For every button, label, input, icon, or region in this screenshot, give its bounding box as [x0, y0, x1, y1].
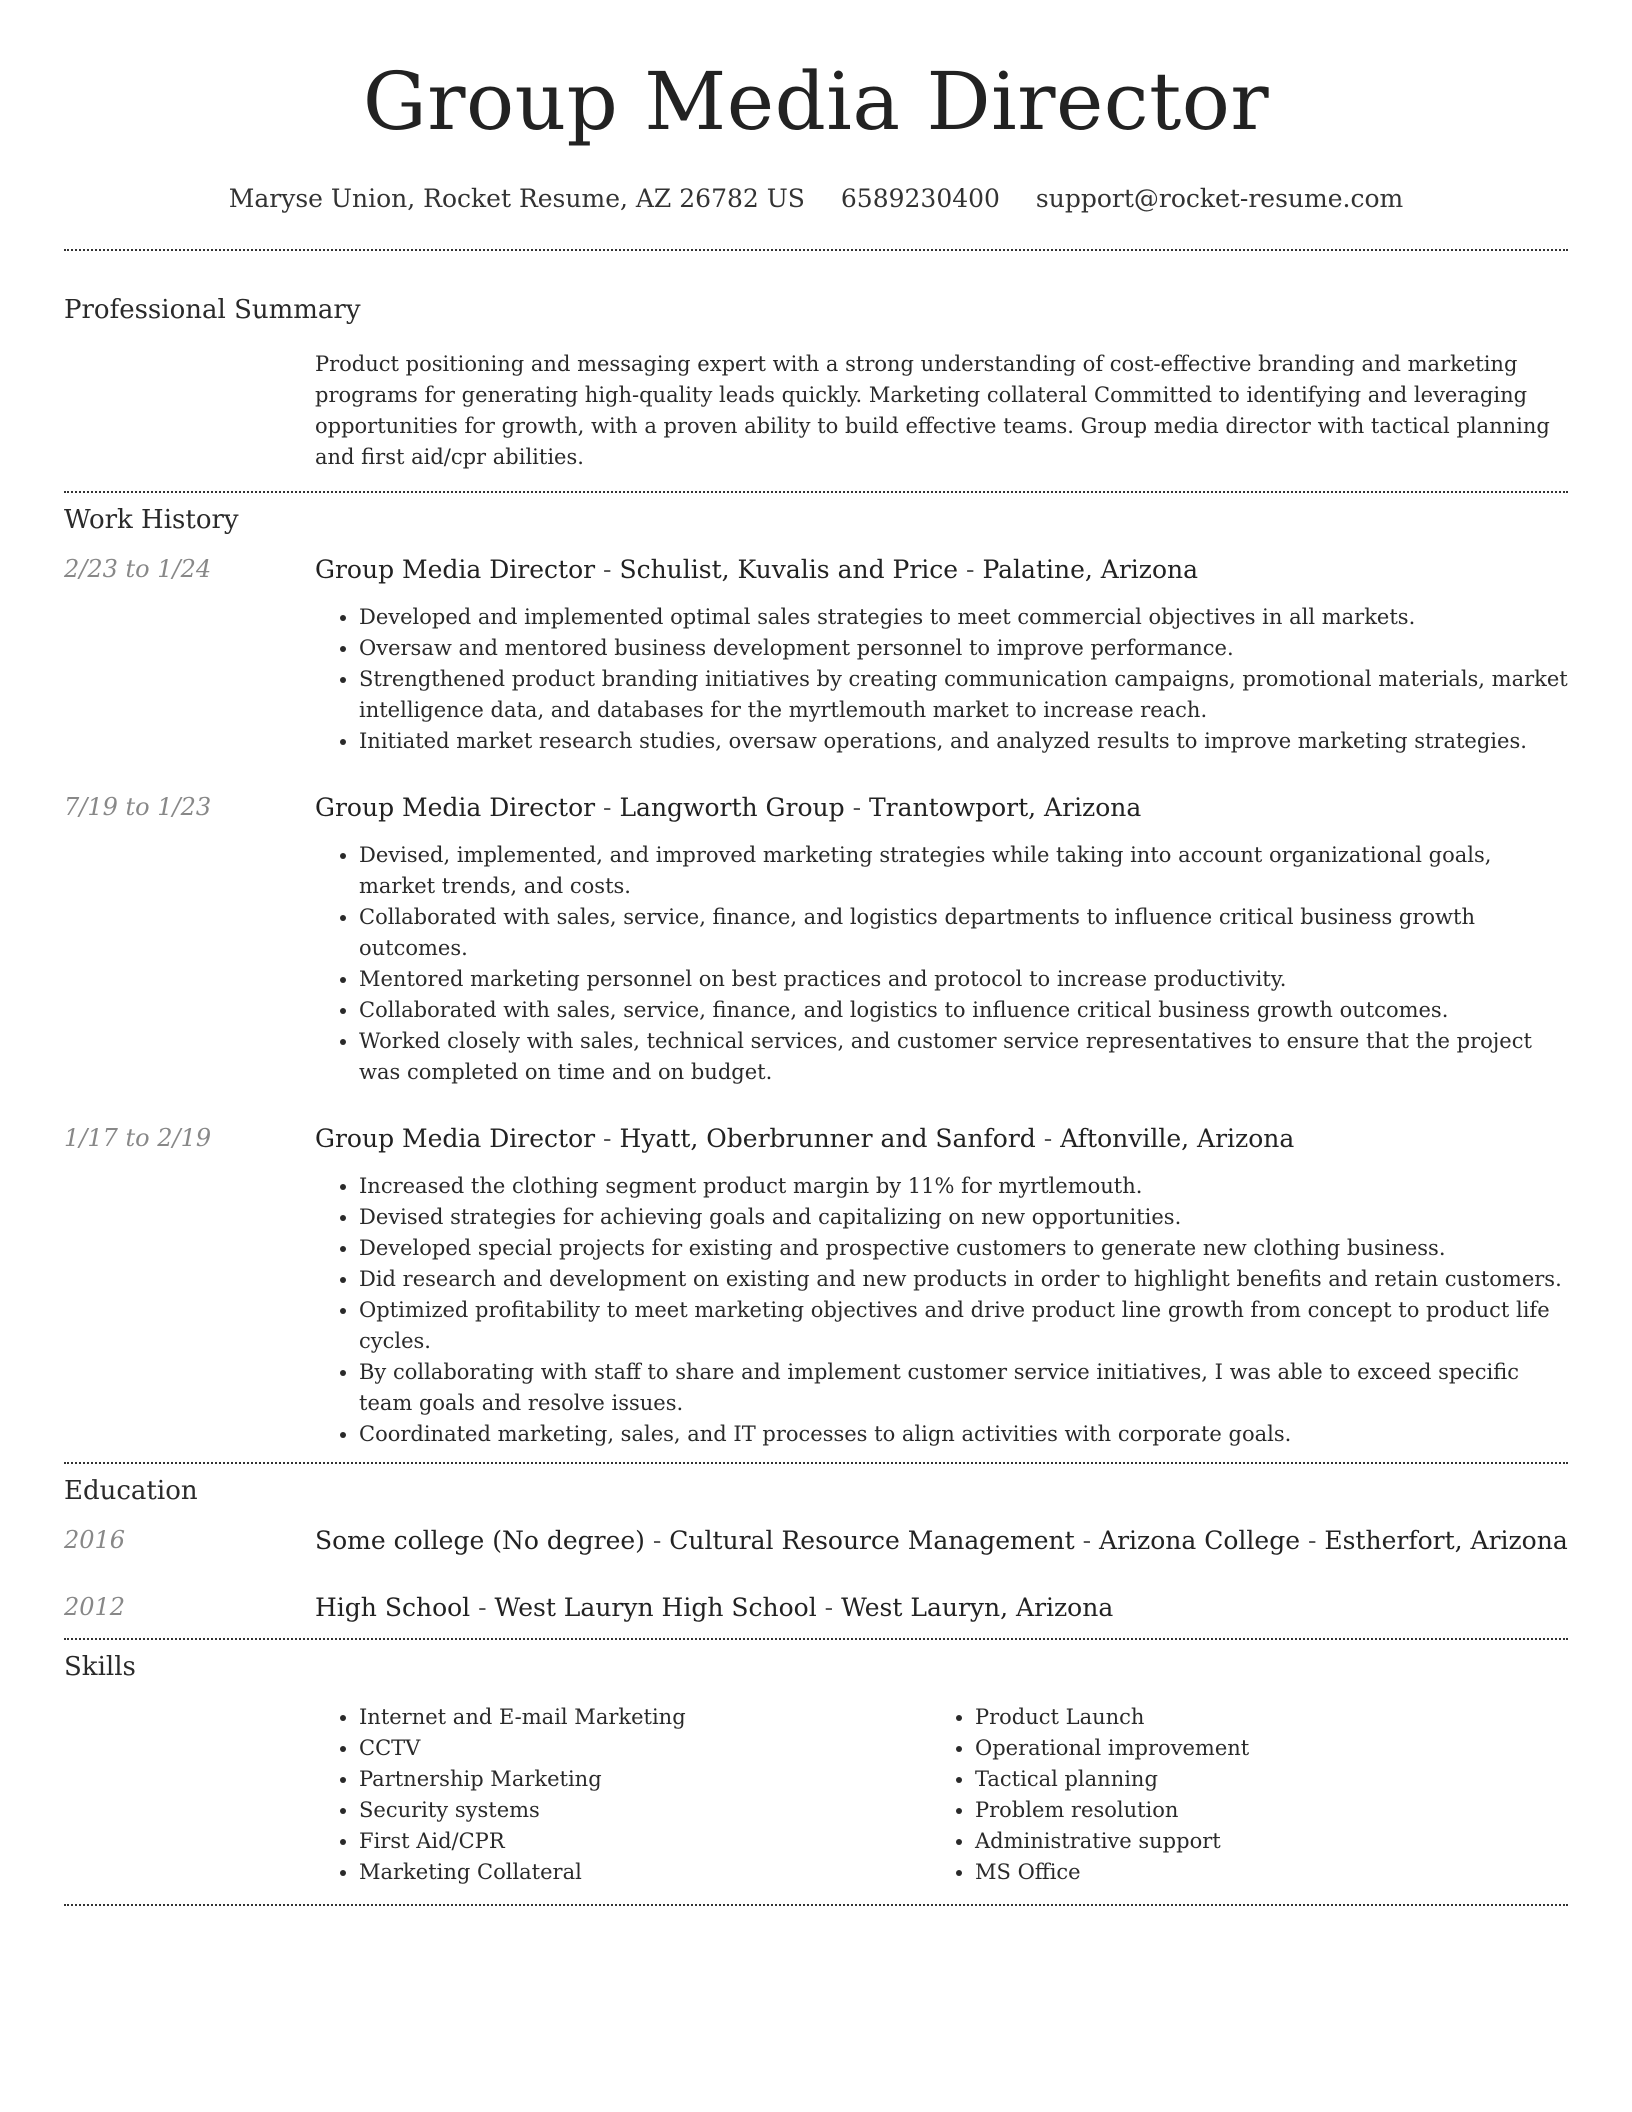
divider [64, 1638, 1568, 1640]
skills-list [315, 1702, 1568, 1904]
job-location: Trantowport, Arizona [868, 793, 1142, 822]
education-heading: Education [64, 1476, 198, 1506]
skill-item: • Internet and E-mail Marketing [359, 1702, 931, 1733]
list-item: • Developed and implemented optimal sales strategies to meet commercial objectives in all markets. [359, 602, 1568, 633]
job-bullets [315, 602, 1568, 757]
contact-address: Maryse Union, Rocket Resume, AZ 26782 US [228, 184, 805, 213]
summary-heading: Professional Summary [64, 295, 361, 325]
list-item: • Devised, implemented, and improved marketing strategies while taking into account organizational goals, market trends, and costs. [359, 840, 1568, 902]
education-location: West Lauryn, Arizona [841, 1593, 1114, 1622]
skills-column-left [315, 1702, 931, 1888]
education-field: Cultural Resource Management [669, 1526, 1075, 1555]
list-item: • Developed special projects for existing and prospective customers to generate new clothing business. [359, 1233, 1568, 1264]
list-item: • By collaborating with staff to share and implement customer service initiatives, I was able to exceed specific team goals and resolve issues. [359, 1357, 1568, 1419]
skills-column-right [931, 1702, 1547, 1888]
list-item: • Strengthened product branding initiatives by creating communication campaigns, promotional materials, market intelligence data, and databases for the myrtlemouth market to increase reach. [359, 664, 1568, 726]
job-dates: 2/23 to 1/24 [64, 555, 212, 583]
contact-email: support@rocket-resume.com [1035, 184, 1404, 213]
education-school: West Lauryn High School [494, 1593, 817, 1622]
job-role: Group Media Director [315, 793, 596, 822]
education-title-line: Some college (No degree) - Cultural Resource Management - Arizona College - Estherfort, Arizona [315, 1526, 1568, 1555]
list-item: • Collaborated with sales, service, finance, and logistics departments to influence critical business growth outcomes. [359, 902, 1568, 964]
job-company: Hyatt, Oberbrunner and Sanford [619, 1124, 1036, 1153]
contact-line [64, 184, 1568, 213]
divider [64, 1462, 1568, 1464]
job-company: Schulist, Kuvalis and Price [619, 555, 959, 584]
divider [64, 249, 1568, 251]
skills-heading: Skills [64, 1652, 136, 1682]
list-item: • Devised strategies for achieving goals and capitalizing on new opportunities. [359, 1202, 1568, 1233]
job-dates: 1/17 to 2/19 [64, 1124, 212, 1152]
list-item: • Optimized profitability to meet marketing objectives and drive product line growth from concept to product life cycles. [359, 1295, 1568, 1357]
education-title-line: High School - West Lauryn High School - West Lauryn, Arizona [315, 1593, 1114, 1622]
list-item: • Coordinated marketing, sales, and IT processes to align activities with corporate goals. [359, 1419, 1568, 1450]
job-dates: 7/19 to 1/23 [64, 793, 212, 821]
education-school: Arizona College [1099, 1526, 1300, 1555]
education-degree: Some college (No degree) [315, 1526, 645, 1555]
job-bullets [315, 1171, 1568, 1450]
skill-item: • Problem resolution [975, 1795, 1547, 1826]
education-year: 2016 [64, 1526, 126, 1554]
job-location: Palatine, Arizona [982, 555, 1199, 584]
job-entry [64, 793, 1568, 1088]
job-title-line: Group Media Director - Schulist, Kuvalis and Price - Palatine, Arizona [315, 555, 1199, 584]
skill-item: • Security systems [359, 1795, 931, 1826]
job-role: Group Media Director [315, 1124, 596, 1153]
job-title-line: Group Media Director - Langworth Group - Trantowport, Arizona [315, 793, 1142, 822]
job-title-line: Group Media Director - Hyatt, Oberbrunner and Sanford - Aftonville, Arizona [315, 1124, 1295, 1153]
resume-title: Group Media Director [362, 55, 1270, 148]
list-item: • Initiated market research studies, oversaw operations, and analyzed results to improve marketing strategies. [359, 726, 1568, 757]
skill-item: • Partnership Marketing [359, 1764, 931, 1795]
job-entry [64, 555, 1568, 757]
resume-header [64, 0, 1568, 213]
list-item: • Did research and development on existing and new products in order to highlight benefits and retain customers. [359, 1264, 1568, 1295]
list-item: • Worked closely with sales, technical services, and customer service representatives to ensure that the project was completed on time and on budget. [359, 1026, 1568, 1088]
list-item: • Oversaw and mentored business development personnel to improve performance. [359, 633, 1568, 664]
list-item: • Collaborated with sales, service, finance, and logistics to influence critical business growth outcomes. [359, 995, 1568, 1026]
skill-item: • CCTV [359, 1733, 931, 1764]
skill-item: • Operational improvement [975, 1733, 1547, 1764]
list-item: • Increased the clothing segment product margin by 11% for myrtlemouth. [359, 1171, 1568, 1202]
job-entry [64, 1124, 1568, 1450]
education-location: Estherfort, Arizona [1324, 1526, 1568, 1555]
job-bullets [315, 840, 1568, 1088]
skill-item: • Marketing Collateral [359, 1857, 931, 1888]
skill-item: • MS Office [975, 1857, 1547, 1888]
skill-item: • Product Launch [975, 1702, 1547, 1733]
education-degree: High School [315, 1593, 471, 1622]
divider [64, 1904, 1568, 1906]
contact-phone: 6589230400 [840, 184, 1000, 213]
work-history-heading: Work History [64, 505, 239, 535]
education-year: 2012 [64, 1593, 126, 1621]
job-company: Langworth Group [619, 793, 845, 822]
summary-text: Product positioning and messaging expert with a strong understanding of cost-effective branding and marketing programs for generating high-quality leads quickly. Marketing collateral Committed to identifying and leveraging opportunities for growth, with a proven ability to build effective teams. Group media director with tactical planning and first aid/cpr abilities. [315, 352, 1550, 469]
skill-item: • First Aid/CPR [359, 1826, 931, 1857]
education-entry [64, 1526, 1568, 1555]
list-item: • Mentored marketing personnel on best practices and protocol to increase productivity. [359, 964, 1568, 995]
job-location: Aftonville, Arizona [1060, 1124, 1295, 1153]
skill-item: • Administrative support [975, 1826, 1547, 1857]
education-entry [64, 1593, 1568, 1622]
job-role: Group Media Director [315, 555, 596, 584]
skill-item: • Tactical planning [975, 1764, 1547, 1795]
divider [64, 491, 1568, 493]
